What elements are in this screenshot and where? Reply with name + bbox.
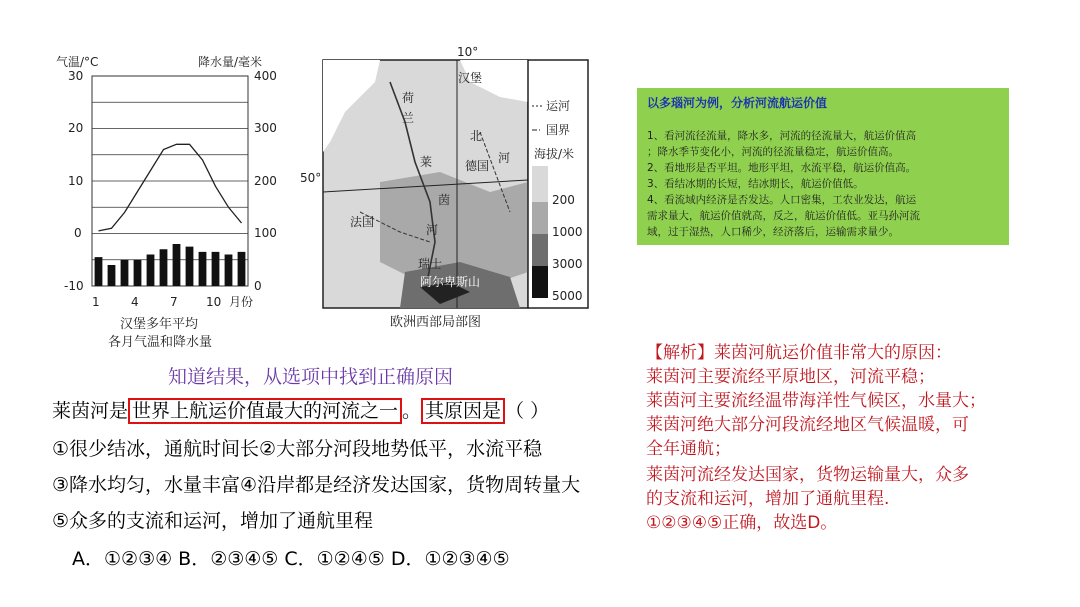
legend-border: 国界 [546,123,571,137]
label-ruishi: 瑞士 [418,257,443,271]
climate-chart [48,46,288,356]
label-he3: 河 [426,223,439,237]
lat-label: 50° [300,171,322,185]
stem-mid: 。 [402,400,422,422]
europe-map [300,42,590,332]
stem-boxed-result: 世界上航运价值最大的河流之一 [128,398,402,424]
green-note-line: 2、看地形是否平坦。地形平坦，水流平稳，航运价值高。 [647,162,917,174]
precip-bar [173,244,181,286]
label-alps: 阿尔卑斯山 [420,275,481,289]
precip-bar [199,252,207,286]
analysis-line: 莱茵河流经发达国家，货物运输量大，众多 [646,465,969,485]
analysis-line: 全年通航； [646,439,731,459]
temp-tick-labels [64,69,84,293]
analysis-line: 莱茵河绝大部分河段流经地区气候温暖，可 [646,415,969,435]
label-deguo: 德国 [465,159,490,173]
green-note-line: 4、看流域内经济是否发达。人口密集，工农业发达，航运 [647,194,917,206]
precip-axis-label: 降水量/毫米 [198,55,263,69]
chart-caption-line2: 各月气温和降水量 [108,335,213,350]
precip-tick: 100 [254,226,277,240]
precip-bar [160,249,168,286]
elev-swatch [532,266,548,298]
month-tick: 月份 [229,295,254,309]
elev-swatch [532,166,548,202]
answer-options: A．①②③④ B．②③④⑤ C．①②④⑤ D．①②③④⑤ [72,548,510,570]
elev-swatch [532,202,548,234]
precip-bar [121,260,129,286]
temp-tick: 0 [74,226,82,240]
question-stem [52,396,549,423]
stem-prefix: 莱茵河是 [52,400,129,422]
precip-bar [212,252,220,286]
analysis-line: 的支流和运河，增加了通航里程. [646,489,890,509]
precip-bar [225,255,233,287]
temp-tick: 10 [68,174,84,188]
choice-line: ①很少结冰，通航时间长②大部分河段地势低平，水流平稳 [52,438,543,460]
precip-bar [108,265,116,286]
chart-caption-line1: 汉堡多年平均 [120,317,199,332]
label-hanbao: 汉堡 [458,71,483,85]
elev-swatch [532,234,548,266]
month-tick: 1 [92,295,100,309]
lon-label: 10° [457,45,479,59]
temp-tick: 20 [68,121,84,135]
temp-curve [99,144,242,231]
month-tick: 7 [170,295,178,309]
stem-boxed-reason: 其原因是 [421,398,505,424]
label-bei: 北 [470,129,483,143]
analysis-line: 【解析】莱茵河航运价值非常大的原因： [646,343,952,363]
green-note-line: 3、看结冰期的长短，结冰期长，航运价值低。 [647,178,864,190]
precip-tick-labels [254,69,277,293]
label-faguo: 法国 [350,215,375,229]
temp-axis-label: 气温/°C [56,55,99,69]
analysis-line: ①②③④⑤正确，故选D。 [646,513,838,533]
green-note-line: ；降水季节变化小，河流的径流量稳定，航运价值高。 [647,146,899,158]
temp-tick: 30 [68,69,84,83]
gridlines [92,102,248,260]
analysis-line: 莱茵河主要流经温带海洋性气候区，水量大； [646,391,986,411]
legend-canal: 运河 [546,99,571,113]
elev-level: 3000 [552,257,583,271]
elev-level: 1000 [552,225,583,239]
month-tick: 4 [131,295,139,309]
precip-bar [186,247,194,286]
green-note-line: 域，过于湿热，人口稀少，经济落后，运输需求量少。 [647,226,899,238]
precip-tick: 400 [254,69,277,83]
precip-bar [95,257,103,286]
precip-tick: 300 [254,121,277,135]
legend-elev-title: 海拔/米 [534,147,575,161]
elev-level: 200 [552,193,575,207]
green-note-box [637,88,1009,245]
hint-text: 知道结果，从选项中找到正确原因 [168,366,454,388]
label-lai: 莱 [420,155,433,169]
label-he: 荷 [402,91,415,105]
label-he2: 河 [498,151,511,165]
green-note-line: 1、看河流径流量，降水多，河流的径流量大，航运价值高 [647,130,917,142]
precip-bar [238,252,246,286]
month-tick-labels [92,295,253,309]
precip-tick: 0 [254,279,262,293]
precip-bar [134,260,142,286]
label-yin: 茵 [438,193,451,207]
stem-suffix: （ ） [505,400,550,422]
analysis-line: 莱茵河主要流经平原地区，河流平稳； [646,367,935,387]
green-note-line: 需求量大，航运价值就高，反之，航运价值低。亚马孙河流 [647,210,920,222]
green-note-title: 以多瑙河为例，分析河流航运价值 [647,96,828,110]
precip-bars [95,244,246,286]
elev-level: 5000 [552,289,583,303]
temp-tick: -10 [64,279,84,293]
precip-bar [147,255,155,287]
precip-tick: 200 [254,174,277,188]
month-tick: 10 [206,295,222,309]
map-caption: 欧洲西部局部图 [390,315,482,330]
label-lan: 兰 [402,111,415,125]
choice-line: ③降水均匀，水量丰富④沿岸都是经济发达国家，货物周转量大 [52,474,581,496]
choice-line: ⑤众多的支流和运河，增加了通航里程 [52,510,374,532]
